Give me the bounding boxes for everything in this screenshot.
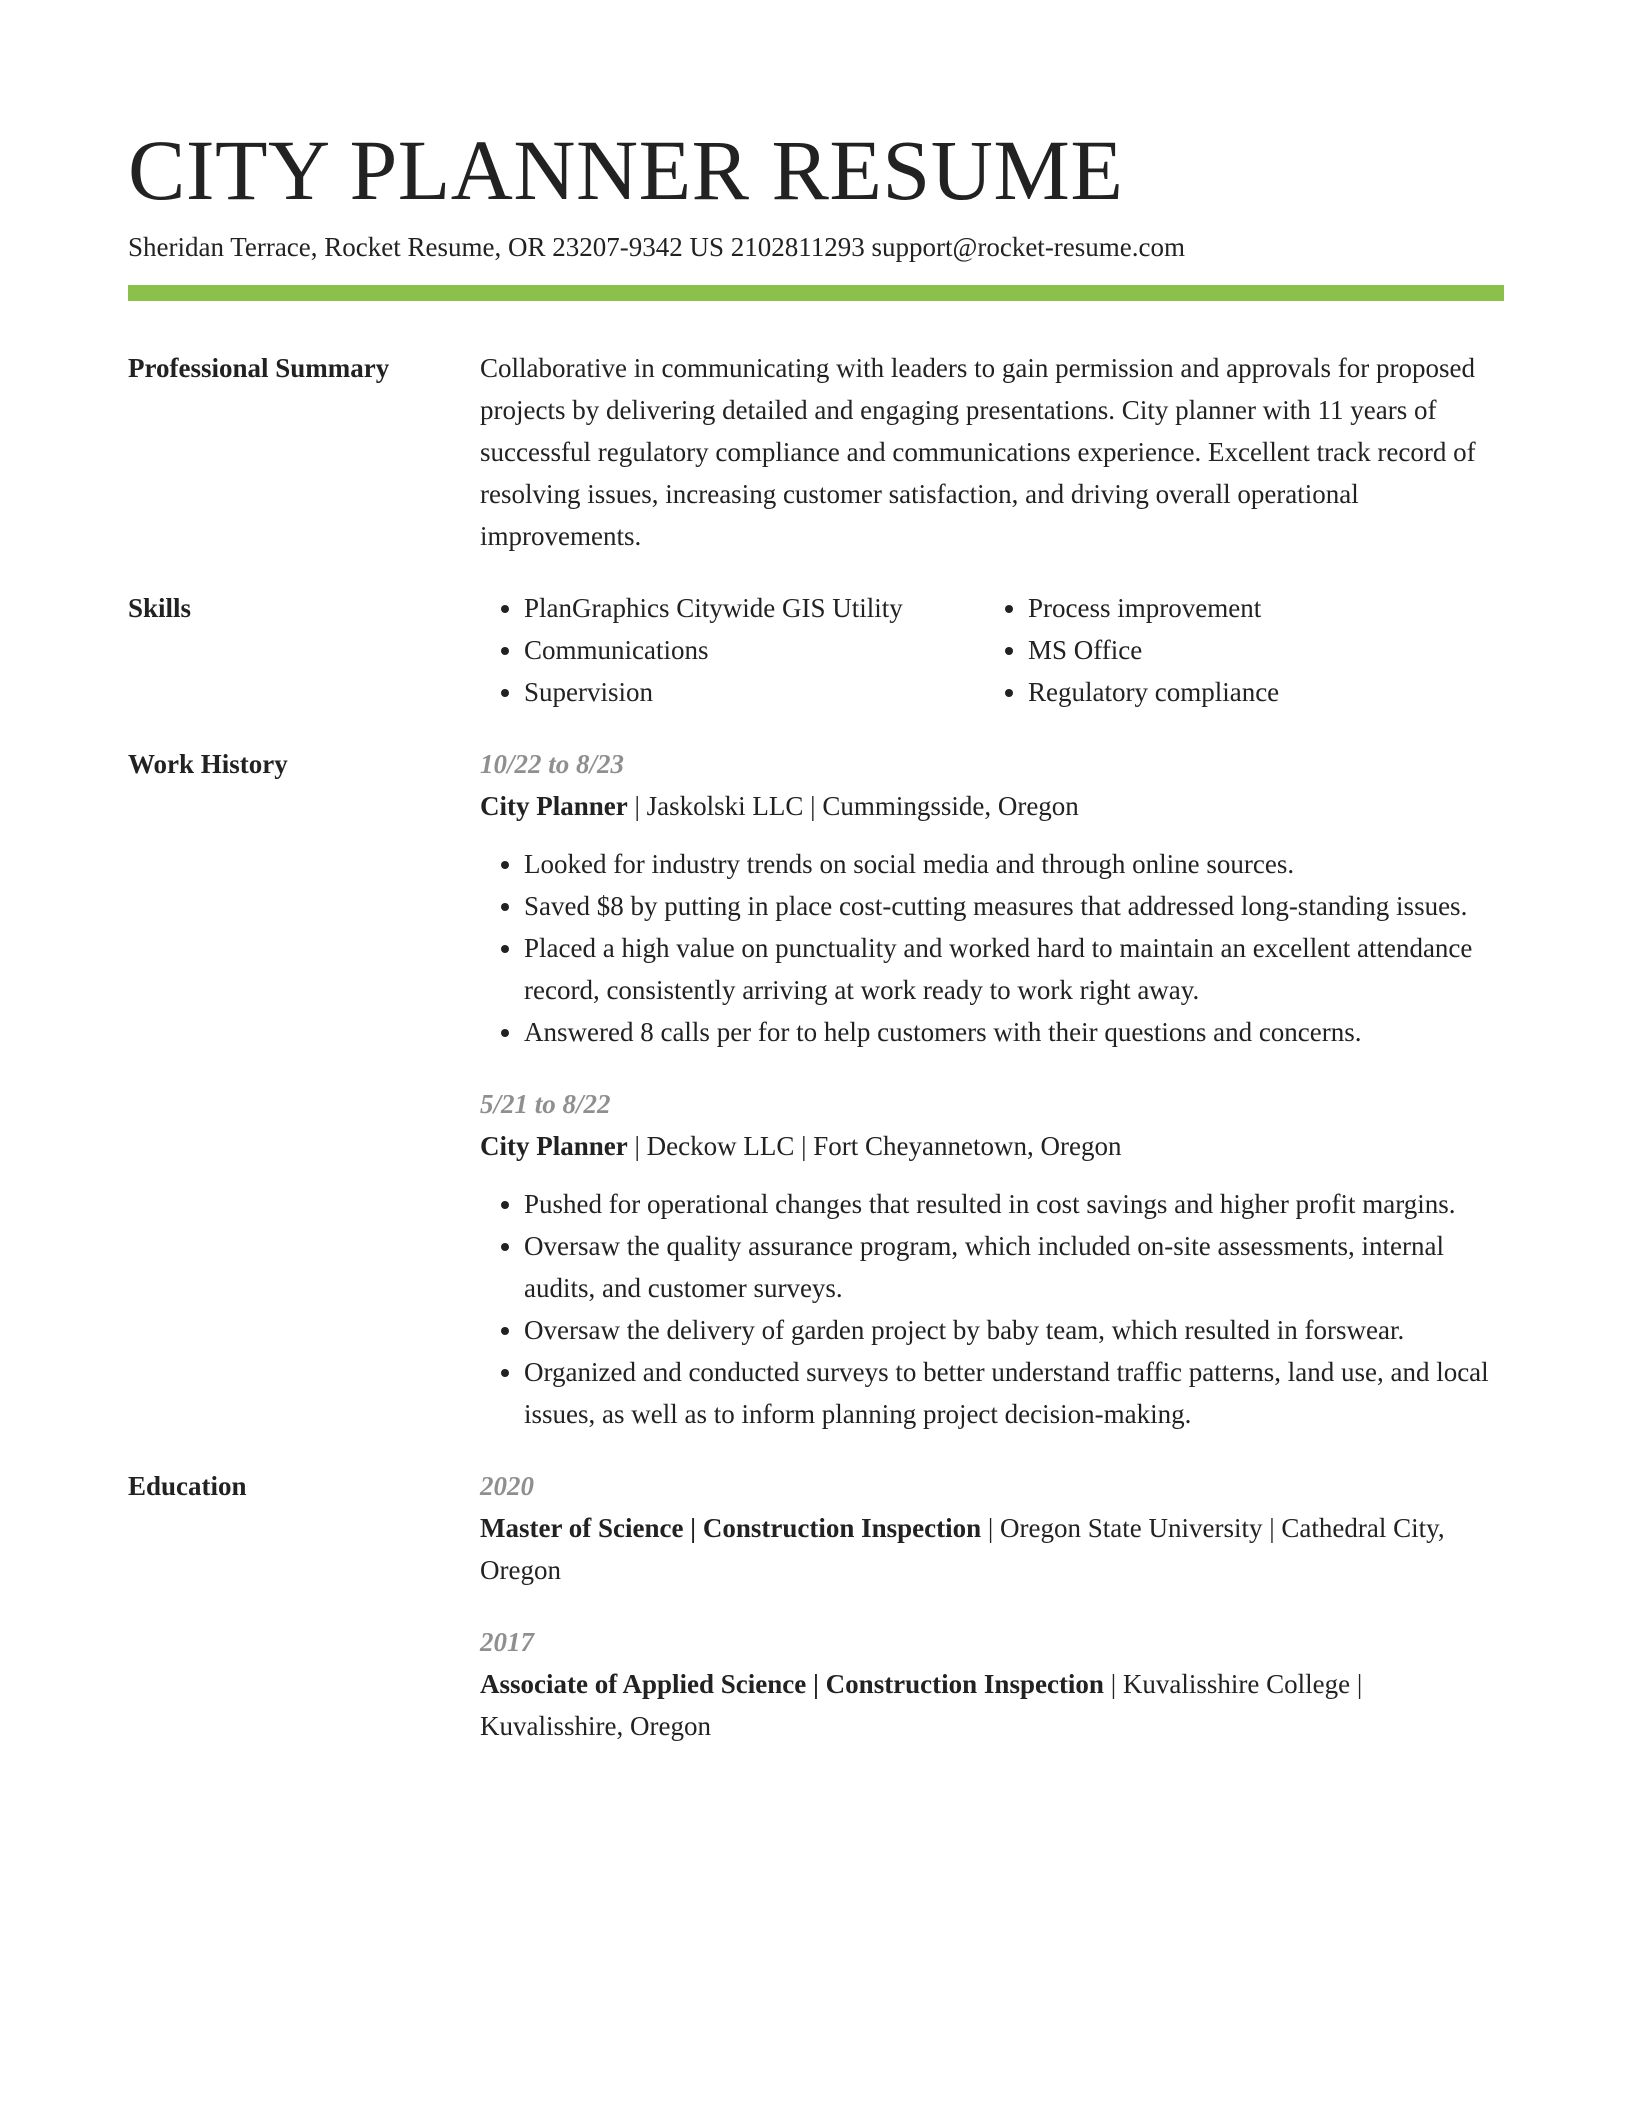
skill-item: • Supervision xyxy=(524,671,984,713)
skill-item: • Process improvement xyxy=(1028,587,1279,629)
skills-section xyxy=(128,587,1504,713)
degree-title: Master of Science | Construction Inspection xyxy=(480,1513,982,1543)
section-title-work: Work History xyxy=(128,749,288,779)
summary-text: Collaborative in communicating with leaders to gain permission and approvals for proposed projects by delivering detailed and engaging presentations. City planner with 11 years of successful regulatory compliance and communications experience. Excellent track record of resolving issues, increasing customer satisfaction, and driving overall operational improvements. xyxy=(480,353,1476,551)
job-bullets xyxy=(480,843,1504,1053)
job-bullet: • Oversaw the quality assurance program, which included on-site assessments, internal audits, and customer surveys. xyxy=(524,1225,1504,1309)
job-entry xyxy=(480,743,1504,1053)
section-title-summary: Professional Summary xyxy=(128,353,390,383)
job-title: City Planner xyxy=(480,791,628,821)
job-heading xyxy=(480,1125,1504,1167)
job-bullet: • Oversaw the delivery of garden project by baby team, which resulted in forswear. xyxy=(524,1309,1504,1351)
education-heading xyxy=(480,1507,1504,1591)
degree-details: | Oregon State University | Cathedral City, Oregon xyxy=(480,1513,1445,1585)
job-entry xyxy=(480,1083,1504,1435)
skill-item: • Communications xyxy=(524,629,984,671)
skills-column-2 xyxy=(984,587,1279,713)
resume-page xyxy=(128,120,1504,1747)
job-dates: 10/22 to 8/23 xyxy=(480,749,625,779)
job-bullet: • Looked for industry trends on social media and through online sources. xyxy=(524,843,1504,885)
section-title-skills: Skills xyxy=(128,593,192,623)
skills-column-1 xyxy=(480,587,984,713)
contact-line: Sheridan Terrace, Rocket Resume, OR 23207-9342 US 2102811293 support@rocket-resume.com xyxy=(128,232,1186,262)
section-title-education: Education xyxy=(128,1471,247,1501)
job-details: | Jaskolski LLC | Cummingsside, Oregon xyxy=(627,791,1079,821)
work-history-section xyxy=(128,743,1504,1435)
job-bullet: • Answered 8 calls per for to help customers with their questions and concerns. xyxy=(524,1011,1504,1053)
job-dates: 5/21 to 8/22 xyxy=(480,1089,611,1119)
resume-title: CITY PLANNER RESUME xyxy=(128,122,1124,218)
education-heading xyxy=(480,1663,1504,1747)
job-bullet: • Saved $8 by putting in place cost-cutting measures that addressed long-standing issues. xyxy=(524,885,1504,927)
education-entry xyxy=(480,1465,1504,1591)
skill-item: • MS Office xyxy=(1028,629,1279,671)
education-year: 2020 xyxy=(480,1471,534,1501)
job-heading xyxy=(480,785,1504,827)
job-bullet: • Placed a high value on punctuality and worked hard to maintain an excellent attendance record, consistently arriving at work ready to work right away. xyxy=(524,927,1504,1011)
education-year: 2017 xyxy=(480,1627,534,1657)
summary-section xyxy=(128,347,1504,557)
skill-item: • Regulatory compliance xyxy=(1028,671,1279,713)
education-entry xyxy=(480,1621,1504,1747)
job-details: | Deckow LLC | Fort Cheyannetown, Oregon xyxy=(627,1131,1122,1161)
accent-divider xyxy=(128,285,1504,301)
skill-item: • PlanGraphics Citywide GIS Utility xyxy=(524,587,984,629)
job-bullet: • Pushed for operational changes that resulted in cost savings and higher profit margins. xyxy=(524,1183,1504,1225)
job-bullets xyxy=(480,1183,1504,1435)
job-bullet: • Organized and conducted surveys to better understand traffic patterns, land use, and local issues, as well as to inform planning project decision-making. xyxy=(524,1351,1504,1435)
education-section xyxy=(128,1465,1504,1747)
job-title: City Planner xyxy=(480,1131,628,1161)
degree-details: | Kuvalisshire College | Kuvalisshire, Oregon xyxy=(480,1669,1363,1741)
degree-title: Associate of Applied Science | Construction Inspection xyxy=(480,1669,1104,1699)
